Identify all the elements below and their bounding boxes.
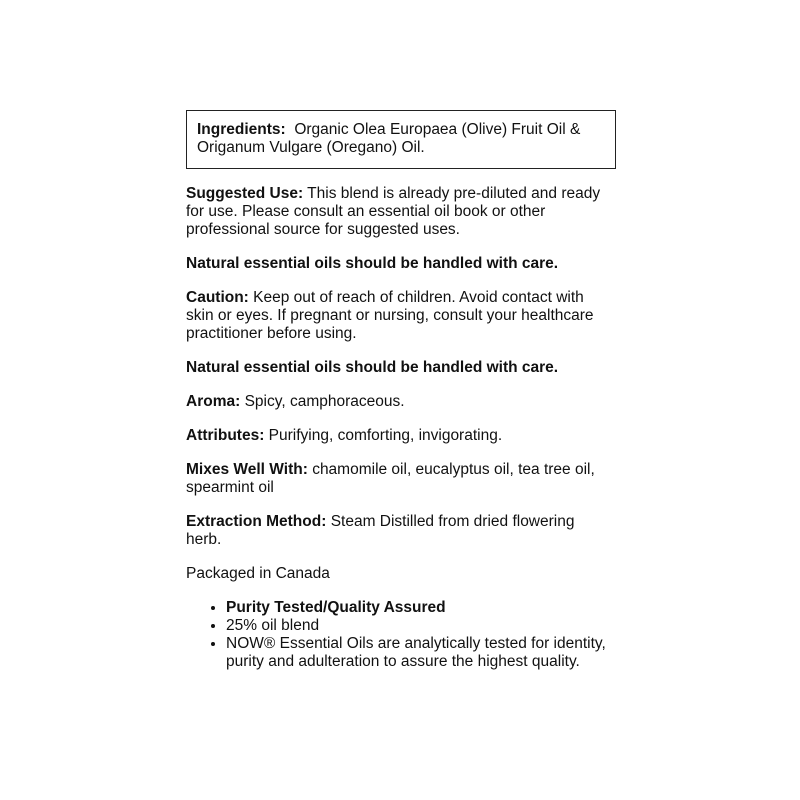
mixes-well-with-paragraph [186,461,616,497]
caution-label: Caution: [186,289,249,306]
list-item [226,617,616,635]
extraction-method-paragraph [186,513,616,549]
attributes-paragraph [186,427,616,445]
product-description [186,110,616,671]
feature-bullet-list [186,599,616,671]
aroma-text: Spicy, camphoraceous. [244,393,405,410]
aroma-label: Aroma: [186,393,241,410]
bullet-purity-text: Purity Tested/Quality Assured [226,599,446,616]
aroma-paragraph [186,393,616,411]
list-item [226,599,616,617]
list-item [226,635,616,671]
extraction-method-label: Extraction Method: [186,513,327,530]
attributes-text: Purifying, comforting, invigorating. [268,427,503,444]
ingredients-label: Ingredients: [197,121,286,138]
ingredients-text: Organic Olea Europaea (Olive) Fruit Oil & Origanum Vulgare (Oregano) Oil. [197,121,581,156]
care-warning-2 [186,359,616,377]
caution-text: Keep out of reach of children. Avoid contact with skin or eyes. If pregnant or nursing, consult your healthcare practitioner before using. [186,289,594,342]
caution-paragraph [186,289,616,343]
extraction-method-text: Steam Distilled from dried flowering herb. [186,513,575,548]
care-warning-1 [186,255,616,273]
bullet-testing-text: NOW® Essential Oils are analytically tested for identity, purity and adulteration to assure the highest quality. [226,635,606,670]
mixes-well-with-text: chamomile oil, eucalyptus oil, tea tree oil, spearmint oil [186,461,595,496]
suggested-use-paragraph [186,185,616,239]
bullet-oil-blend-text: 25% oil blend [226,617,320,634]
care-warning-2-text: Natural essential oils should be handled with care. [186,359,559,376]
ingredients-box [186,110,616,169]
suggested-use-text: This blend is already pre-diluted and ready for use. Please consult an essential oil book or other professional source for suggested uses. [186,185,601,238]
attributes-label: Attributes: [186,427,265,444]
suggested-use-label: Suggested Use: [186,185,304,202]
care-warning-1-text: Natural essential oils should be handled with care. [186,255,559,272]
mixes-well-with-label: Mixes Well With: [186,461,308,478]
packaged-in-text: Packaged in Canada [186,565,330,582]
